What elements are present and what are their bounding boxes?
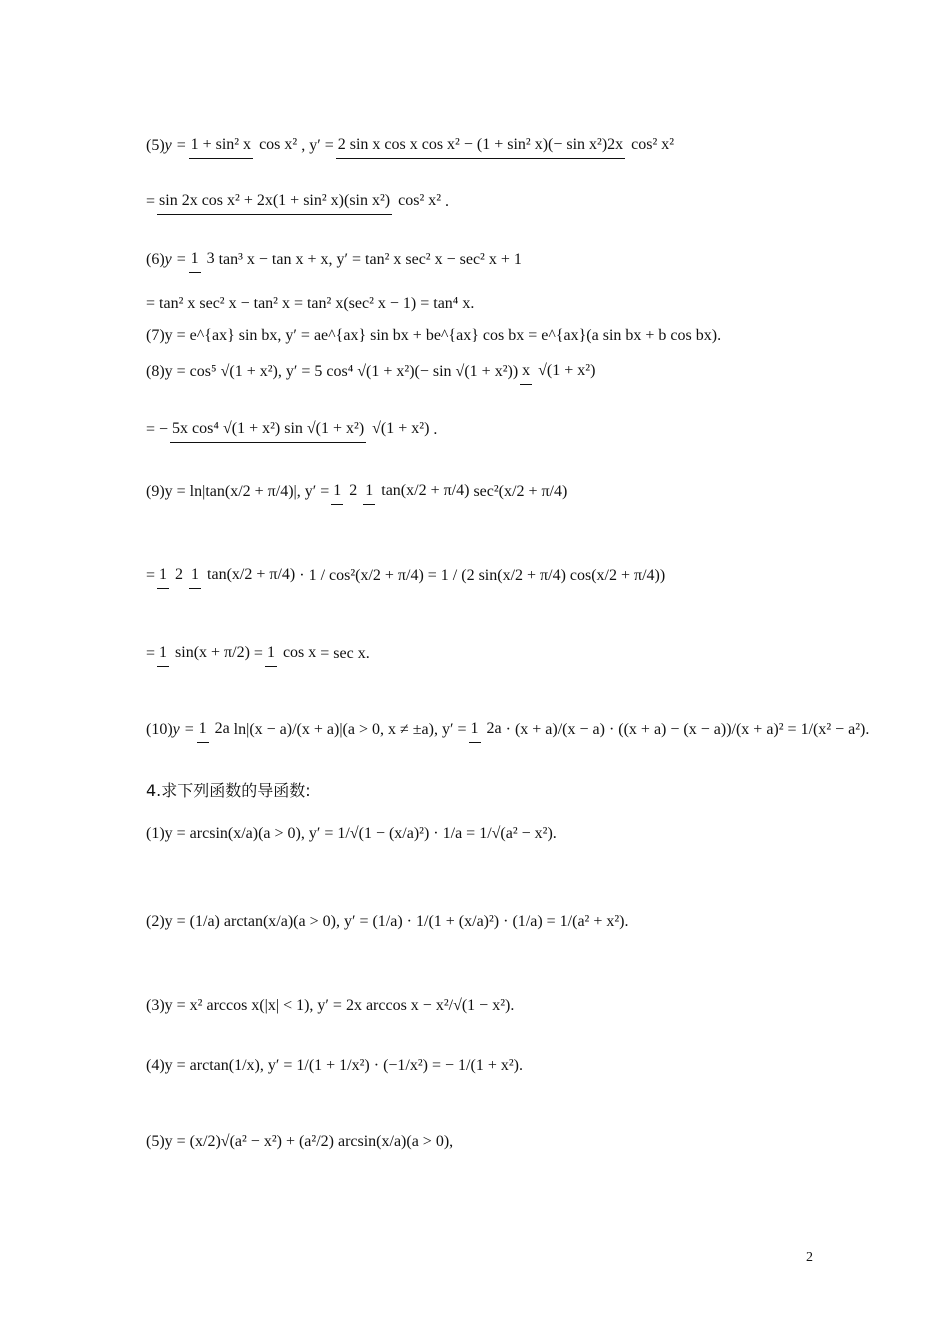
denominator: tan(x/2 + π/4): [381, 482, 470, 499]
formula-line-9b: [146, 562, 665, 589]
expression: = sec x.: [320, 644, 370, 662]
fraction: [189, 562, 297, 589]
lhs: y =: [172, 720, 195, 738]
denominator: 3: [206, 250, 215, 267]
item-label: (10): [146, 720, 173, 738]
denominator: tan(x/2 + π/4): [207, 566, 296, 583]
item-label: (5): [146, 1133, 165, 1150]
fraction: [331, 478, 359, 505]
numerator: 1: [157, 643, 169, 667]
numerator: sin 2x cos x² + 2x(1 + sin² x)(sin x²): [157, 191, 392, 215]
expression: · (x + a)/(x − a) · ((x + a) − (x − a))/(x + a)² = 1/(x² − a²).: [505, 720, 870, 738]
numerator: 1 + sin² x: [189, 135, 254, 159]
expression: y = x² arccos x(|x| < 1), y′ = 2x arccos x − x²/√(1 − x²).: [164, 997, 515, 1014]
connector: , y′ =: [301, 136, 334, 154]
item-label: (2): [146, 913, 165, 930]
denominator: 2a: [214, 720, 230, 737]
lhs: y =: [164, 136, 187, 154]
denominator: 2: [349, 482, 358, 499]
lhs: = −: [146, 420, 169, 438]
formula-line-5b: [146, 188, 449, 215]
formula-line-4-4: [146, 1058, 523, 1074]
expression: y = (1/a) arctan(x/a)(a > 0), y′ = (1/a) · 1/(1 + (x/a)²) · (1/a) = 1/(a² + x²).: [164, 913, 629, 930]
formula-line-10: [146, 716, 869, 743]
item-label: (6): [146, 250, 165, 268]
item-label: (8): [146, 362, 165, 380]
numerator: 1: [469, 719, 481, 743]
formula-line-4-3: [146, 998, 514, 1014]
denominator: cos x²: [259, 136, 298, 153]
fraction: [157, 188, 443, 215]
expression: y = (x/2)√(a² − x²) + (a²/2) arcsin(x/a)(a > 0),: [164, 1133, 454, 1150]
connector: =: [253, 644, 263, 662]
fraction: [336, 132, 676, 159]
expression: ln|(x − a)/(x + a)|(a > 0, x ≠ ±a), y′ =: [233, 720, 467, 738]
fraction: [189, 246, 217, 273]
expression: y = cos⁵ √(1 + x²), y′ = 5 cos⁴ √(1 + x²)(− sin √(1 + x²)): [164, 362, 519, 380]
formula-line-4-1: [146, 826, 557, 842]
fraction: [520, 358, 597, 385]
lhs: =: [146, 192, 156, 210]
denominator: cos² x²: [631, 136, 675, 153]
expression: y = arcsin(x/a)(a > 0), y′ = 1/√(1 − (x/a)²) · 1/a = 1/√(a² − x²).: [164, 825, 557, 842]
section-heading: 4.求下列函数的导函数:: [146, 781, 311, 800]
lhs: =: [146, 566, 156, 584]
numerator: 1: [189, 249, 201, 273]
numerator: 1: [157, 565, 169, 589]
fraction: [265, 640, 318, 667]
formula-line-4-5: [146, 1134, 453, 1150]
item-label: (5): [146, 136, 165, 154]
connector: .: [445, 192, 450, 210]
denominator: sin(x + π/2): [175, 644, 250, 661]
formula-line-9c: [146, 640, 370, 667]
denominator: 2: [175, 566, 184, 583]
fraction: [197, 716, 232, 743]
denominator: cos² x²: [398, 192, 442, 209]
numerator: 1: [331, 481, 343, 505]
formula-line-6b: [146, 296, 474, 312]
expression: y = ln|tan(x/2 + π/4)|, y′ =: [164, 482, 330, 500]
numerator: 2 sin x cos x cos x² − (1 + sin² x)(− sin x²)2x: [336, 135, 625, 159]
fraction: [469, 716, 504, 743]
fraction: [170, 416, 431, 443]
formula-line-8a: [146, 358, 599, 385]
fraction: [189, 132, 300, 159]
expression: = tan² x sec² x − tan² x = tan² x(sec² x − 1) = tan⁴ x.: [146, 295, 475, 312]
fraction: [363, 478, 471, 505]
denominator: 2a: [486, 720, 502, 737]
numerator: 5x cos⁴ √(1 + x²) sin √(1 + x²): [170, 419, 366, 443]
denominator: √(1 + x²): [538, 362, 596, 379]
formula-line-4-2: [146, 914, 629, 930]
formula-line-6a: [146, 246, 522, 273]
item-label: (9): [146, 482, 165, 500]
item-label: (3): [146, 997, 165, 1014]
fraction: [157, 562, 185, 589]
numerator: x: [520, 361, 532, 385]
formula-line-7: [146, 328, 721, 344]
page-number: 2: [806, 1250, 813, 1265]
item-label: (7): [146, 327, 165, 344]
denominator: cos x: [282, 644, 317, 661]
numerator: 1: [197, 719, 209, 743]
connector: .: [433, 420, 438, 438]
lhs: y =: [164, 250, 187, 268]
expression: y = e^{ax} sin bx, y′ = ae^{ax} sin bx + be^{ax} cos bx = e^{ax}(a sin bx + b cos bx).: [164, 327, 722, 344]
fraction: [157, 640, 252, 667]
item-label: (4): [146, 1057, 165, 1074]
lhs: =: [146, 644, 156, 662]
formula-line-8b: [146, 416, 437, 443]
formula-line-9a: [146, 478, 567, 505]
numerator: 1: [189, 565, 201, 589]
expression: y = arctan(1/x), y′ = 1/(1 + 1/x²) · (−1/x²) = − 1/(1 + x²).: [164, 1057, 523, 1074]
numerator: 1: [363, 481, 375, 505]
formula-line-5a: [146, 132, 678, 159]
expression: sec²(x/2 + π/4): [473, 482, 568, 500]
numerator: 1: [265, 643, 277, 667]
item-label: (1): [146, 825, 165, 842]
expression: · 1 / cos²(x/2 + π/4) = 1 / (2 sin(x/2 + π/4) cos(x/2 + π/4)): [299, 566, 666, 584]
expression: tan³ x − tan x + x, y′ = tan² x sec² x − sec² x + 1: [218, 250, 522, 268]
denominator: √(1 + x²): [372, 420, 430, 437]
